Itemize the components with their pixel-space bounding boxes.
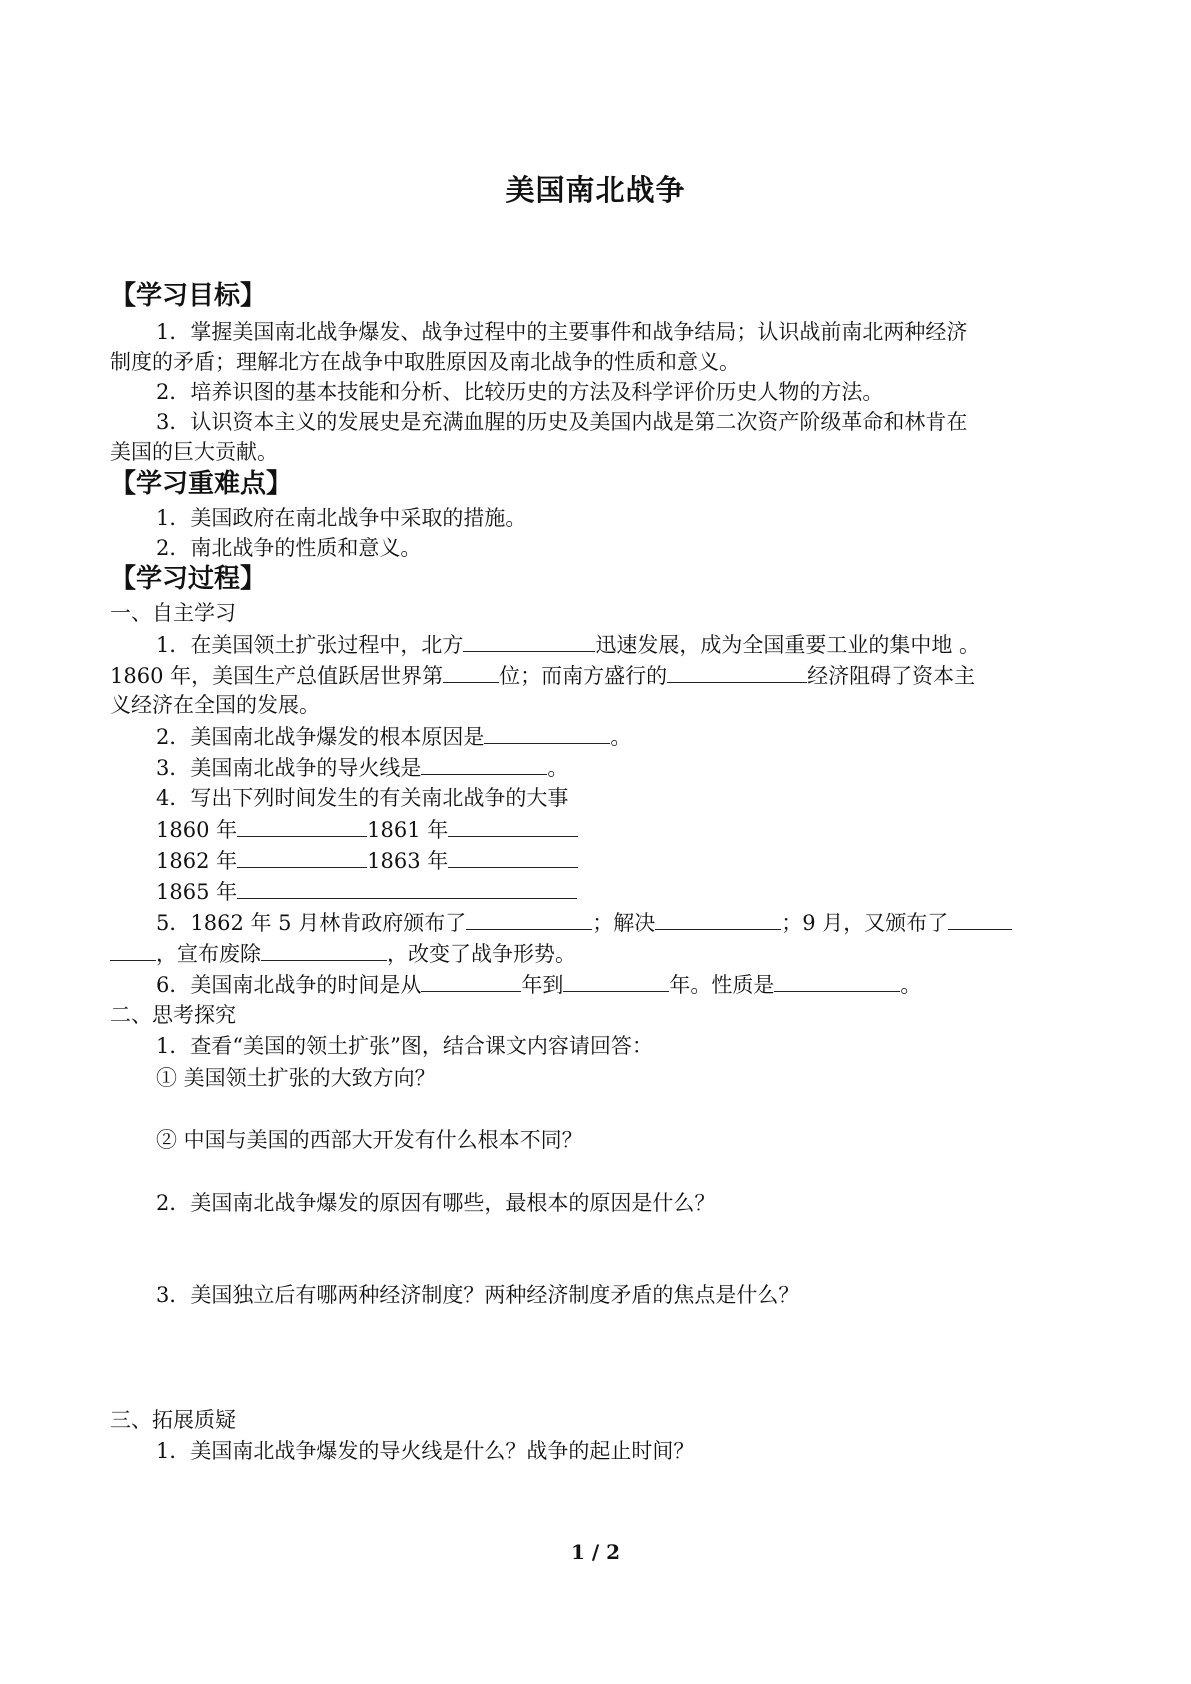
q3-text-b: 。 (547, 756, 569, 780)
blank-1863[interactable] (448, 845, 578, 868)
part2-heading: 二、思考探究 (110, 1003, 236, 1027)
key-point-2: 2．南北战争的性质和意义。 (156, 536, 422, 560)
goal-3-line-1: 3．认识资本主义的发展史是充满血腥的历史及美国内战是第二次资产阶级革命和林肯在 (156, 410, 968, 434)
part3-q1: 1．美国南北战争爆发的导火线是什么？战争的起止时间？ (156, 1439, 695, 1463)
q1-text-a: 1．在美国领土扩张过程中，北方 (156, 633, 464, 657)
q6-text-d: 。 (900, 973, 922, 997)
blank-1861[interactable] (448, 814, 578, 837)
q1-blank-3[interactable] (667, 660, 807, 683)
page-title: 美国南北战争 (505, 173, 686, 207)
key-point-1: 1．美国政府在南北战争中采取的措施。 (156, 506, 527, 530)
q2-blank[interactable] (484, 721, 610, 744)
q1-text-c: 1860 年，美国生产总值跃居世界第 (110, 664, 444, 688)
q5-blank-3[interactable] (948, 907, 1012, 930)
year-1862: 1862 年 (156, 849, 238, 873)
q5-blank-1[interactable] (466, 907, 592, 930)
q1-line-3: 义经济在全国的发展。 (110, 693, 320, 717)
blank-1865[interactable] (237, 876, 577, 899)
part2-q3: 3．美国独立后有哪两种经济制度？两种经济制度矛盾的焦点是什么？ (156, 1283, 800, 1307)
q6-line (156, 969, 921, 1000)
blank-1862[interactable] (237, 845, 367, 868)
page-number: 1 / 2 (570, 1540, 621, 1564)
q1-text-d: 位；而南方盛行的 (499, 664, 668, 688)
q4-row-1 (156, 814, 578, 845)
q2-text-a: 2．美国南北战争爆发的根本原因是 (156, 725, 485, 749)
q1-text-b: 迅速发展，成为全国重要工业的集中地 。 (595, 633, 981, 657)
part3-heading: 三、拓展质疑 (110, 1408, 236, 1432)
goal-3-line-2: 美国的巨大贡献。 (110, 440, 278, 464)
goal-1-line-1: 1．掌握美国南北战争爆发、战争过程中的主要事件和战争结局；认识战前南北两种经济 (156, 320, 968, 344)
q4-row-3 (156, 876, 577, 907)
q6-text-c: 年。性质是 (669, 973, 775, 997)
part1-heading: 一、自主学习 (110, 601, 236, 625)
q5-text-a: 5．1862 年 5 月林肯政府颁布了 (156, 911, 467, 935)
q6-text-a: 6．美国南北战争的时间是从 (156, 973, 422, 997)
year-1865: 1865 年 (156, 880, 238, 904)
q1-line-2 (110, 660, 975, 691)
q6-text-b: 年到 (521, 973, 564, 997)
blank-1860[interactable] (237, 814, 367, 837)
part2-q1: 1．查看“美国的领土扩张”图，结合课文内容请回答： (156, 1034, 653, 1058)
goal-2: 2．培养识图的基本技能和分析、比较历史的方法及科学评价历史人物的方法。 (156, 380, 884, 404)
q5-text-c: ；9 月，又颁布了 (781, 911, 949, 935)
goals-heading: 【学习目标】 (110, 281, 267, 311)
q5-blank-2[interactable] (655, 907, 781, 930)
key-points-heading: 【学习重难点】 (110, 469, 293, 499)
year-1863: 1863 年 (367, 849, 449, 873)
q4-line: 4．写出下列时间发生的有关南北战争的大事 (156, 786, 569, 810)
year-1860: 1860 年 (156, 818, 238, 842)
q1-line-1 (156, 629, 980, 660)
part2-q2: 2．美国南北战争爆发的原因有哪些，最根本的原因是什么？ (156, 1191, 716, 1215)
q5-line-1 (156, 907, 1012, 938)
q3-blank[interactable] (421, 752, 547, 775)
part2-q1-sub1: ① 美国领土扩张的大致方向？ (156, 1066, 436, 1090)
q6-blank-2[interactable] (563, 969, 669, 992)
q5-blank-4[interactable] (261, 938, 387, 961)
q5-text-b: ；解决 (592, 911, 656, 935)
q2-line (156, 721, 631, 752)
process-heading: 【学习过程】 (110, 564, 267, 594)
q4-row-2 (156, 845, 578, 876)
q1-blank-2[interactable] (443, 660, 499, 683)
q1-text-e: 经济阻碍了资本主 (807, 664, 976, 688)
q5-blank-3-cont[interactable] (110, 938, 156, 961)
q3-text-a: 3．美国南北战争的导火线是 (156, 756, 422, 780)
q3-line (156, 752, 568, 783)
q6-blank-3[interactable] (774, 969, 900, 992)
q1-blank-1[interactable] (463, 629, 595, 652)
q5-text-d: ，宣布废除 (156, 942, 261, 966)
q2-text-b: 。 (610, 725, 632, 749)
q6-blank-1[interactable] (421, 969, 521, 992)
year-1861: 1861 年 (367, 818, 449, 842)
goal-1-line-2: 制度的矛盾；理解北方在战争中取胜原因及南北战争的性质和意义。 (110, 350, 740, 374)
q5-line-2 (110, 938, 576, 969)
part2-q1-sub2: ② 中国与美国的西部大开发有什么根本不同？ (156, 1128, 583, 1152)
q5-text-e: ，改变了战争形势。 (387, 942, 576, 966)
